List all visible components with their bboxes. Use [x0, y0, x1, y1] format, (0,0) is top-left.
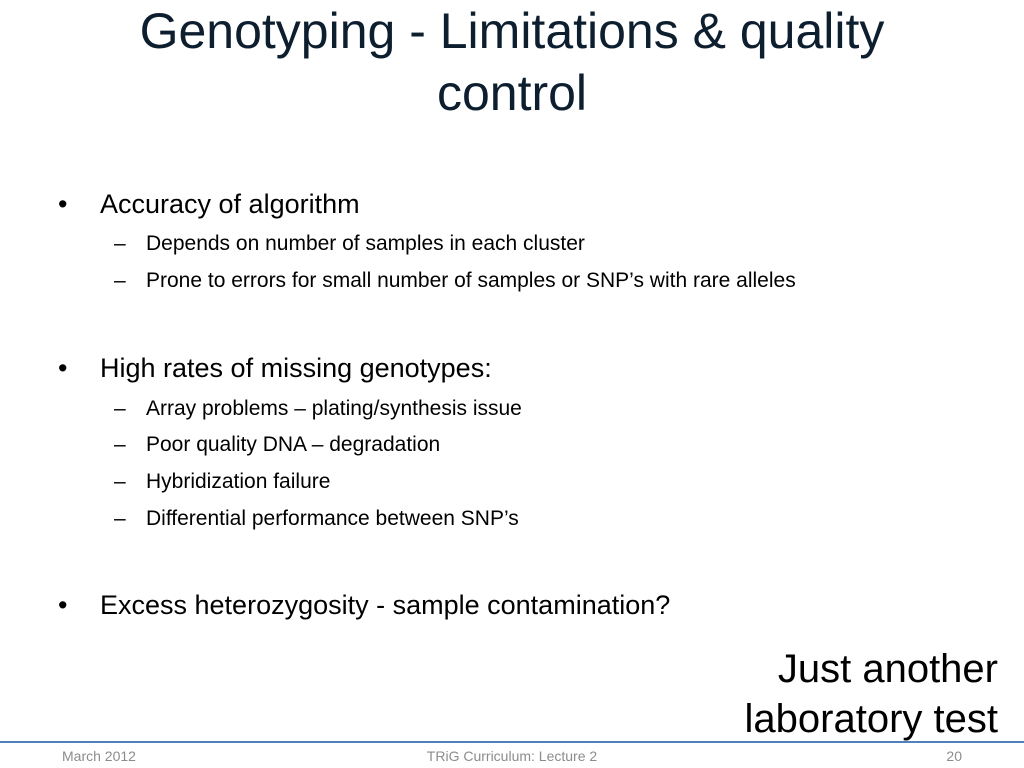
sub-bullet-text: Poor quality DNA – degradation — [146, 433, 441, 456]
sub-bullet-marker: – — [114, 232, 126, 255]
sub-bullet-marker: – — [114, 507, 126, 530]
sub-bullet-marker: – — [114, 397, 126, 420]
sub-bullet-marker: – — [114, 470, 126, 493]
callout-line-1: Just another — [777, 647, 998, 691]
slide-title-line-1: Genotyping - Limitations & quality — [139, 3, 885, 59]
bullet-text: High rates of missing genotypes: — [100, 353, 492, 383]
footer-divider — [0, 741, 1024, 743]
sub-bullet-item — [114, 507, 519, 531]
sub-bullet-text: Array problems – plating/synthesis issue — [146, 397, 522, 420]
bullet-marker: • — [58, 189, 68, 219]
sub-bullet-text: Differential performance between SNP’s — [146, 507, 519, 530]
sub-bullet-marker: – — [114, 433, 126, 456]
sub-bullet-item — [114, 397, 522, 421]
sub-bullet-text: Hybridization failure — [146, 470, 331, 493]
bullet-text: Excess heterozygosity - sample contamination? — [100, 590, 671, 620]
sub-bullet-item — [114, 470, 330, 494]
slide-title-line-2: control — [436, 65, 588, 121]
sub-bullet-item — [114, 232, 585, 256]
bullet-item — [58, 590, 670, 620]
sub-bullet-text: Depends on number of samples in each cluster — [146, 232, 585, 255]
footer-date: March 2012 — [62, 748, 136, 764]
bullet-text: Accuracy of algorithm — [100, 189, 360, 219]
slide-number: 20 — [946, 748, 962, 764]
sub-bullet-item — [114, 269, 796, 293]
bullet-marker: • — [58, 590, 68, 620]
bullet-item — [58, 189, 360, 219]
bullet-marker: • — [58, 353, 68, 383]
sub-bullet-marker: – — [114, 269, 126, 292]
sub-bullet-text: Prone to errors for small number of samples or SNP’s with rare alleles — [146, 269, 796, 292]
callout-line-2: laboratory test — [744, 697, 998, 741]
footer-course: TRiG Curriculum: Lecture 2 — [426, 748, 598, 764]
callout-text — [745, 644, 998, 744]
sub-bullet-item — [114, 433, 440, 457]
bullet-item — [58, 353, 492, 383]
